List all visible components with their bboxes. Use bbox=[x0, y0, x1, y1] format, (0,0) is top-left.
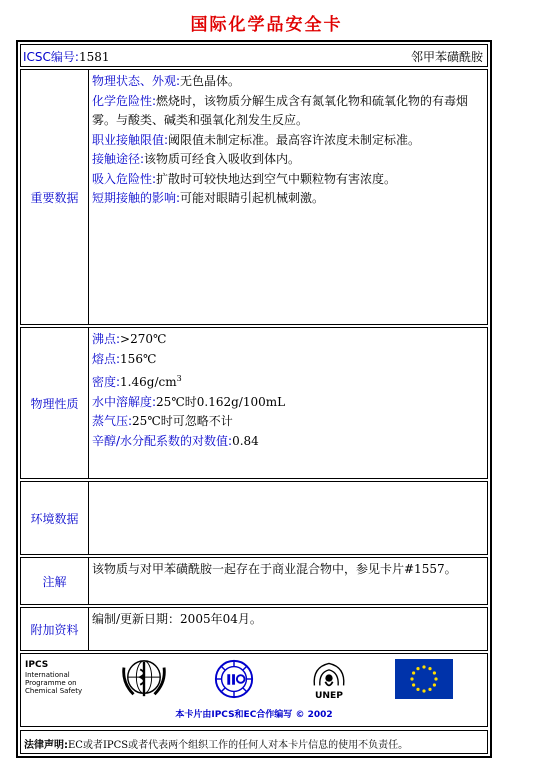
property-item: 水中溶解度:25℃时0.162g/100mL bbox=[92, 394, 286, 409]
footer-logos-row bbox=[20, 653, 488, 727]
important-data-row bbox=[20, 69, 488, 325]
safety-card bbox=[16, 40, 492, 758]
property-item: 吸入危险性:扩散时可较快地达到空气中颗粒物有害浓度。 bbox=[92, 171, 397, 186]
property-item: 密度$:1.46g/cm^3$ bbox=[92, 374, 182, 389]
notes-label: 注解 bbox=[21, 558, 89, 604]
property-item: 短期接触的影响:可能对眼睛引起机械刺激。 bbox=[92, 191, 325, 205]
property-item: 职业接触限值:阈限值未制定标准。最高容许浓度未制定标准。 bbox=[92, 132, 421, 147]
additional-info-content: 编制/更新日期：2005年04月。 bbox=[92, 612, 262, 626]
card-header-row bbox=[20, 44, 488, 67]
property-item: 化学危险性:燃烧时，该物质分解生成含有氮氧化物和硫氧化物的有毒烟雾。与酸类、碱类和强氧化剂发生反应。 bbox=[92, 93, 469, 127]
property-item: 接触途径:该物质可经食入吸收到体内。 bbox=[92, 152, 301, 166]
physical-properties-content bbox=[89, 328, 487, 478]
ipcs-logo-text: IPCS International Programme on Chemical Safety bbox=[25, 660, 83, 695]
physical-properties-label: 物理性质 bbox=[21, 328, 89, 478]
important-data-label: 重要数据 bbox=[21, 70, 89, 324]
eu-flag-icon bbox=[395, 658, 453, 700]
card-title: 国际化学品安全卡 bbox=[190, 15, 343, 35]
property-item: 熔点:156℃ bbox=[92, 351, 157, 366]
icsc-number bbox=[23, 48, 110, 65]
unep-label: UNEP bbox=[315, 691, 343, 700]
notes-content: 该物质与对甲苯磺酰胺一起存在于商业混合物中，参见卡片#1557。 bbox=[92, 562, 457, 576]
ilo-logo-icon bbox=[209, 658, 259, 700]
icsc-label: ICSC编号: bbox=[23, 50, 79, 64]
additional-info-row bbox=[20, 607, 488, 651]
notes-row bbox=[20, 557, 488, 605]
legal-row bbox=[20, 730, 488, 754]
property-item: 辛醇/水分配系数的对数值:0.84 bbox=[92, 433, 259, 448]
credit-line: 本卡片由IPCS和EC合作编写 © 2002 bbox=[175, 710, 333, 720]
legal-text: EC或者IPCS或者代表两个组织工作的任何人对本卡片信息的使用不负责任。 bbox=[68, 740, 409, 751]
environmental-data-row bbox=[20, 481, 488, 555]
environmental-data-label: 环境数据 bbox=[21, 482, 89, 554]
legal-statement bbox=[24, 736, 408, 751]
legal-label: 法律声明: bbox=[24, 740, 68, 751]
property-item: 沸点:>270℃ bbox=[92, 332, 167, 346]
physical-properties-row bbox=[20, 327, 488, 479]
property-item: 物理状态、外观:无色晶体。 bbox=[92, 74, 241, 88]
environmental-data-content bbox=[89, 482, 487, 554]
property-item: 蒸气压:25℃时可忽略不计 bbox=[92, 414, 233, 428]
icsc-value: 1581 bbox=[78, 50, 110, 64]
important-data-content bbox=[89, 70, 487, 324]
additional-info-label: 附加资料 bbox=[21, 608, 89, 650]
unep-logo-icon bbox=[305, 658, 353, 700]
who-logo-icon bbox=[119, 658, 169, 700]
chemical-name: 邻甲苯磺酰胺 bbox=[410, 50, 483, 64]
